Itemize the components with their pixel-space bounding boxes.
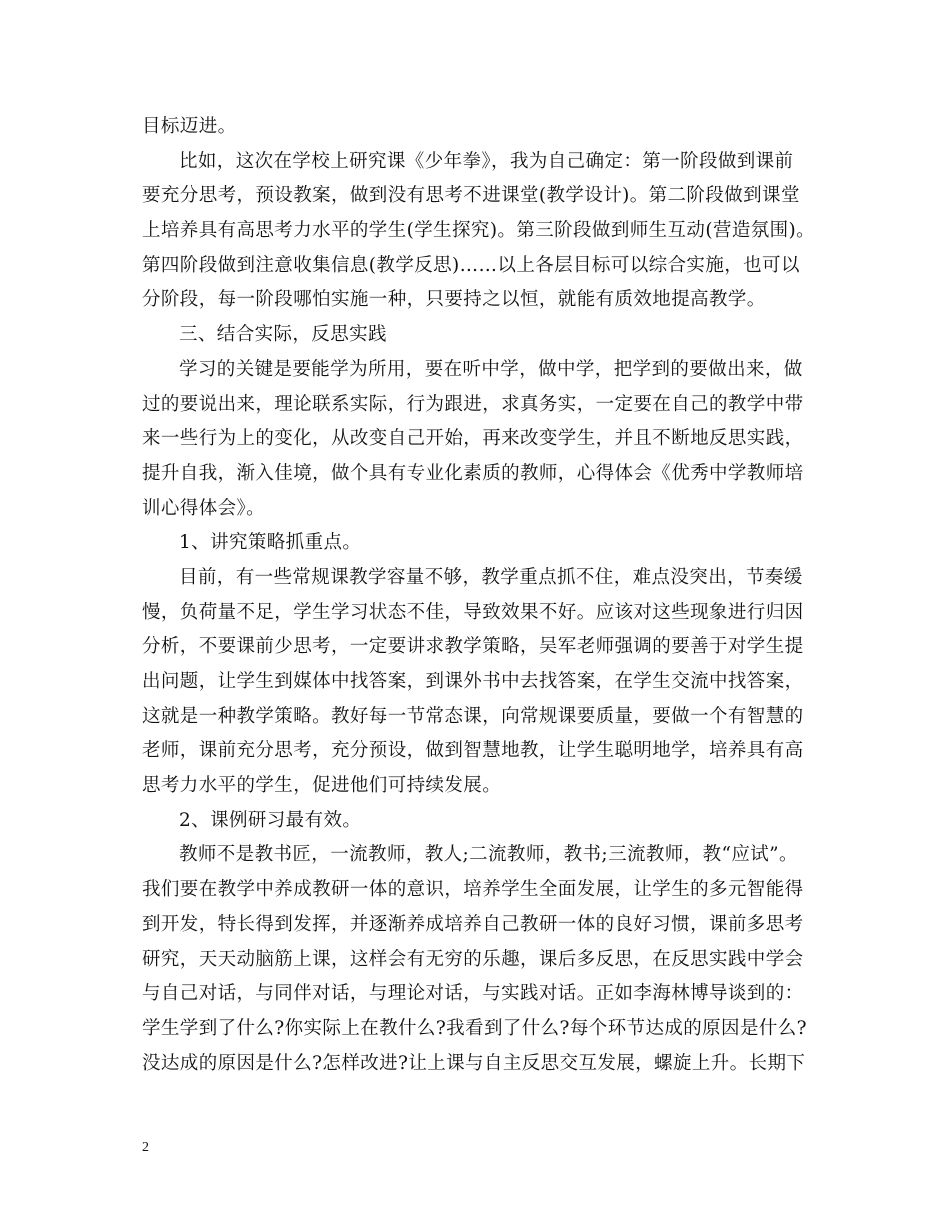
text-line: 比如，这次在学校上研究课《少年拳》，我为自己确定：第一阶段做到课前	[179, 150, 794, 172]
text-line: 分阶段，每一阶段哪怕实施一种，只要持之以恒，就能有质效地提高教学。	[142, 289, 766, 311]
text-line: 三、结合实际，反思实践	[179, 324, 387, 346]
text-line: 目标迈进。	[142, 116, 237, 137]
text-line: 出问题，让学生到媒体中找答案，到课外书中去找答案，在学生交流中找答案，	[142, 671, 804, 692]
text-line: 思考力水平的学生，促进他们可持续发展。	[142, 775, 502, 797]
page-number: 2	[142, 1140, 149, 1155]
text-line: 要充分思考，预设教案，做到没有思考不进课堂(教学设计)。第二阶段做到课堂	[142, 185, 800, 207]
text-line: 训心得体会》。	[142, 497, 266, 519]
text-line: 学生学到了什么?你实际上在教什么?我看到了什么?每个环节达成的原因是什么?	[142, 1017, 807, 1039]
text-line: 上培养具有高思考力水平的学生(学生探究)。第三阶段做到师生互动(营造氛围)。	[142, 220, 816, 242]
text-line: 老师，课前充分思考，充分预设，做到智慧地教，让学生聪明地学，培养具有高	[142, 740, 804, 762]
text-line: 目前，有一些常规课教学容量不够，教学重点抓不住，难点没突出，节奏缓	[179, 566, 803, 588]
text-line: 没达成的原因是什么?怎样改进?让上课与自主反思交互发展，螺旋上升。长期下	[142, 1052, 806, 1074]
text-line: 过的要说出来，理论联系实际，行为跟进，求真务实，一定要在自己的教学中带	[142, 393, 804, 415]
text-line: 研究，天天动脑筋上课，这样会有无穷的乐趣，课后多反思，在反思实践中学会	[142, 948, 804, 970]
text-line: 教师不是教书匠，一流教师，教人;二流教师，教书;三流教师，教“应试”。	[179, 844, 798, 866]
text-line: 我们要在教学中养成教研一体的意识，培养学生全面发展，让学生的多元智能得	[142, 879, 804, 901]
text-line: 来一些行为上的变化，从改变自己开始，再来改变学生，并且不断地反思实践，	[142, 428, 804, 450]
text-line: 慢，负荷量不足，学生学习状态不佳，导致效果不好。应该对这些现象进行归因	[142, 601, 804, 623]
text-line: 1、讲究策略抓重点。	[179, 532, 362, 554]
text-line: 到开发，特长得到发挥，并逐渐养成培养自己教研一体的良好习惯，课前多思考	[142, 913, 804, 935]
text-line: 与自己对话，与同伴对话，与理论对话，与实践对话。正如李海林博导谈到的：	[142, 983, 804, 1005]
text-line: 提升自我，渐入佳境，做个具有专业化素质的教师，心得体会《优秀中学教师培	[142, 462, 804, 484]
text-line: 这就是一种教学策略。教好每一节常态课，向常规课要质量，要做一个有智慧的	[142, 705, 804, 727]
text-line: 第四阶段做到注意收集信息(教学反思)……以上各层目标可以综合实施，也可以	[142, 254, 800, 276]
text-line: 分析，不要课前少思考，一定要讲求教学策略，吴军老师强调的要善于对学生提	[142, 636, 804, 658]
text-line: 学习的关键是要能学为所用，要在听中学，做中学，把学到的要做出来，做	[179, 358, 803, 380]
text-line: 2、课例研习最有效。	[179, 809, 362, 831]
document-body	[142, 110, 816, 1081]
